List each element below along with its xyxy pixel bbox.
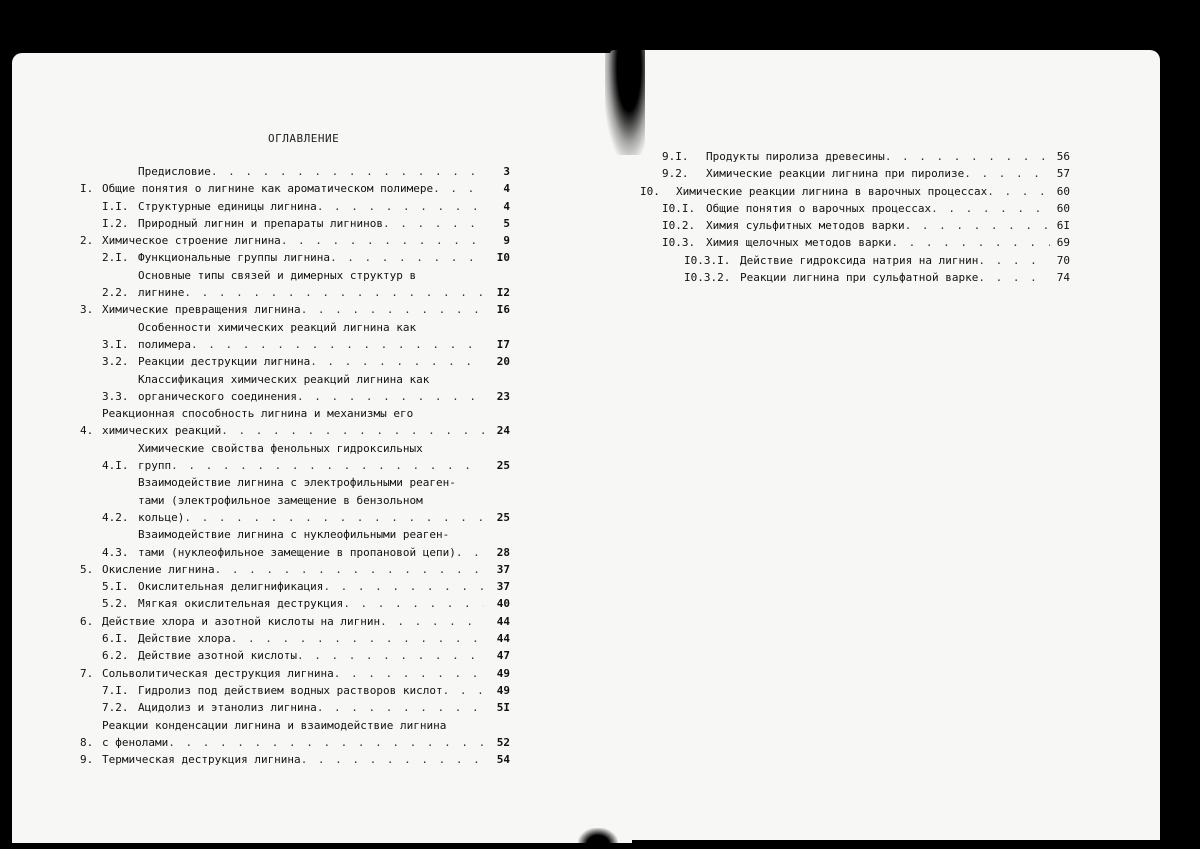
toc-page-number: 23 [496,389,510,403]
toc-entry-title: Химия щелочных методов варки [706,236,892,250]
toc-entry-title: тами (нуклеофильное замещение в пропановой цепи) [138,545,456,559]
dot-leader [317,198,484,215]
toc-entry-title: тами (электрофильное замещение в бензольном [138,493,423,507]
dot-leader [964,165,1050,182]
toc-entry-title: Мягкая окислительная деструкция [138,597,344,611]
dot-leader [334,665,484,682]
toc-entry-title: Химическое строение лигнина [102,234,281,248]
toc-entry-number: 6. [80,614,94,628]
toc-page-number: 24 [496,424,510,438]
toc-entry-number: 9. [80,753,94,767]
toc-page-number: 69 [1056,236,1070,250]
toc-page-number: 57 [1056,167,1070,181]
toc-entry-title: Химические реакции лигнина при пиролизе [706,167,965,181]
toc-entry [80,371,510,406]
dot-leader [281,232,484,249]
toc-entry-number: I0.3. [662,236,696,250]
toc-entry-title: Действие хлора и азотной кислоты на лигнин [102,614,381,628]
dot-leader [168,734,484,751]
toc-entry [80,353,510,370]
toc-entry-title: Реакции конденсации лигнина и взаимодействие лигнина [102,718,447,732]
toc-entry-title: Структурные единицы лигнина [138,199,317,213]
toc-entry [640,183,1070,200]
toc-entry-title: Предисловие [138,165,211,178]
dot-leader [931,200,1050,217]
toc-page-number: 5 [503,216,510,230]
dot-leader [184,509,484,526]
toc-page-number: 49 [496,666,510,680]
toc-title: ОГЛАВЛЕНИЕ [268,132,340,145]
dot-leader [310,353,484,370]
dot-leader [885,148,1050,165]
toc-entry [640,269,1070,286]
toc-entry [80,682,510,699]
dot-leader [297,388,484,405]
toc-entry-title: Химические реакции лигнина в варочных процессах [676,184,988,198]
toc-entry-number: I0.2. [662,219,696,233]
toc-page-number: 60 [1056,184,1070,198]
toc-entry [80,249,510,266]
toc-entry [80,232,510,249]
toc-page-number: I0 [496,251,510,265]
toc-entry [80,751,510,768]
toc-entry-number: 5. [80,562,94,576]
toc-page-number: 4 [503,182,510,196]
toc-page-number: 70 [1056,253,1070,267]
toc-page-number: 3 [503,165,510,178]
toc-entry-number: 2. [80,234,94,248]
toc-page-number: 74 [1056,271,1070,285]
toc-entry [80,526,510,561]
toc-page-number: 40 [496,597,510,611]
toc-entry-number: I0. [640,184,660,198]
toc-entry-number: 3.I. [102,337,129,351]
dot-leader [443,682,484,699]
toc-page-number: 20 [496,355,510,369]
toc-entry-number: 7. [80,666,94,680]
toc-page-number: 44 [496,632,510,646]
toc-entry [80,301,510,318]
dot-leader [433,180,484,197]
dot-leader [383,215,484,232]
toc-page-number: 54 [496,753,510,767]
toc-entry-number: 4.2. [102,510,129,524]
toc-entry [80,717,510,752]
toc-page-number: 44 [496,614,510,628]
toc-page-number: 56 [1056,150,1070,163]
toc-page-number: 28 [496,545,510,559]
dot-leader [211,163,484,180]
toc-entry-number: 2.2. [102,286,129,300]
toc-entry [80,613,510,630]
toc-entry-title: лигнине [138,286,185,300]
toc-entry [80,440,510,475]
toc-page-number: 52 [496,735,510,749]
toc-entry-title: Классификация химических реакций лигнина как [138,372,430,386]
toc-entry-title: Продукты пиролиза древесины [706,150,885,163]
toc-entry-title: Действие гидроксида натрия на лигнин [740,253,979,267]
dot-leader [301,301,484,318]
toc-right-column [640,148,1070,286]
toc-entry-title: Основные типы связей и димерных структур в [138,268,417,282]
toc-page-number: 25 [496,510,510,524]
toc-entry [80,578,510,595]
toc-entry-title: Окисление лигнина [102,562,215,576]
dot-leader [317,699,484,716]
toc-entry-number: 9.2. [662,167,689,181]
toc-page-number: 47 [496,649,510,663]
dot-leader [987,183,1050,200]
toc-entry [80,699,510,716]
toc-left-column [80,163,510,768]
toc-entry-title: Функциональные группы лигнина [138,251,331,265]
toc-page-number: 9 [503,234,510,248]
toc-entry-title: Окислительная делигнификация [138,580,324,594]
toc-entry [80,405,510,440]
toc-entry-number: 6.2. [102,649,129,663]
toc-entry-title: полимера [138,337,191,351]
dot-leader [221,422,484,439]
toc-entry [80,267,510,302]
toc-entry-title: Особенности химических реакций лигнина как [138,320,417,334]
toc-entry [640,165,1070,182]
toc-entry-number: 3.2. [102,355,129,369]
toc-page-number: I2 [496,286,510,300]
dot-leader [191,336,484,353]
toc-entry [80,319,510,354]
dot-leader [978,269,1050,286]
toc-entry-title: групп [138,459,172,473]
toc-entry-title: органического соединения [138,389,297,403]
dot-leader [171,457,484,474]
toc-entry [640,200,1070,217]
toc-entry [80,215,510,232]
toc-page-number: 5I [496,701,510,715]
toc-entry [80,647,510,664]
dot-leader [297,647,484,664]
toc-entry-number: 2.I. [102,251,129,265]
toc-page-number: 37 [496,562,510,576]
toc-entry-number: 7.I. [102,683,129,697]
dot-leader [184,284,484,301]
toc-entry-number: 3.3. [102,389,129,403]
toc-entry [640,252,1070,269]
toc-entry-title: Ацидолиз и этанолиз лигнина [138,701,317,715]
toc-entry-number: I.2. [102,216,129,230]
toc-entry-number: 4. [80,424,94,438]
toc-entry-title: Взаимодействие лигнина с нуклеофильными реаген- [138,528,450,542]
toc-entry-title: Химия сульфитных методов варки [706,219,905,233]
toc-page-number: I6 [496,303,510,317]
toc-entry [80,474,510,526]
dot-leader [323,578,484,595]
toc-entry-title: Химические превращения лигнина [102,303,301,317]
toc-entry [640,148,1070,165]
toc-entry-title: Действие азотной кислоты [138,649,297,663]
toc-entry-number: 7.2. [102,701,129,715]
toc-entry-title: Гидролиз под действием водных растворов кислот [138,683,443,697]
toc-entry-title: Взаимодействие лигнина с электрофильными реаген- [138,476,456,490]
toc-entry [80,198,510,215]
toc-page-number: 49 [496,683,510,697]
toc-entry-title: Реакции деструкции лигнина [138,355,311,369]
toc-entry-title: Природный лигнин и препараты лигнинов [138,216,384,230]
toc-entry-title: Действие хлора [138,632,231,646]
toc-entry-number: I0.I. [662,201,696,215]
toc-page-number: 37 [496,580,510,594]
toc-page-number: 4 [503,199,510,213]
toc-entry-number: 5.2. [102,597,129,611]
toc-entry [80,665,510,682]
toc-page-number: 6I [1056,219,1070,233]
toc-entry [640,234,1070,251]
toc-page-number: I7 [496,337,510,351]
dot-leader [231,630,484,647]
toc-page-number: 25 [496,459,510,473]
spine-shadow-bottom [578,828,618,849]
toc-entry [80,561,510,578]
toc-entry-number: 4.I. [102,459,129,473]
toc-entry-number: 6.I. [102,632,129,646]
dot-leader [215,561,484,578]
toc-entry-number: 4.3. [102,545,129,559]
toc-entry-title: Общие понятия о варочных процессах [706,201,932,215]
toc-entry-title: Общие понятия о лигнине как ароматическом полимере [102,182,434,196]
spine-shadow [605,45,645,155]
toc-entry-number: I0.3.2. [684,271,731,285]
dot-leader [978,252,1050,269]
toc-entry [80,595,510,612]
dot-leader [905,217,1050,234]
toc-entry-title: Реакции лигнина при сульфатной варке [740,271,979,285]
dot-leader [456,544,484,561]
toc-entry-number: I. [80,182,94,196]
dot-leader [301,751,484,768]
toc-entry-title: Химические свойства фенольных гидроксильных [138,441,423,455]
toc-entry-number: 9.I. [662,150,689,163]
toc-entry-title: Реакционная способность лигнина и механизмы его [102,407,414,421]
dot-leader [380,613,484,630]
toc-entry [80,630,510,647]
toc-entry-number: I0.3.I. [684,253,731,267]
toc-entry [80,163,510,180]
dot-leader [330,249,484,266]
toc-entry-number: 8. [80,735,94,749]
toc-entry-title: химических реакций [102,424,222,438]
toc-entry [80,180,510,197]
toc-entry-title: Сольволитическая деструкция лигнина [102,666,334,680]
toc-entry-number: 5.I. [102,580,129,594]
toc-entry-number: I.I. [102,199,129,213]
toc-entry-title: с фенолами [102,735,169,749]
toc-entry-number: 3. [80,303,94,317]
toc-page-number: 60 [1056,201,1070,215]
toc-entry [640,217,1070,234]
toc-entry-title: Термическая деструкция лигнина [102,753,301,767]
dot-leader [343,595,484,612]
dot-leader [891,234,1050,251]
toc-entry-title: кольце) [138,510,185,524]
